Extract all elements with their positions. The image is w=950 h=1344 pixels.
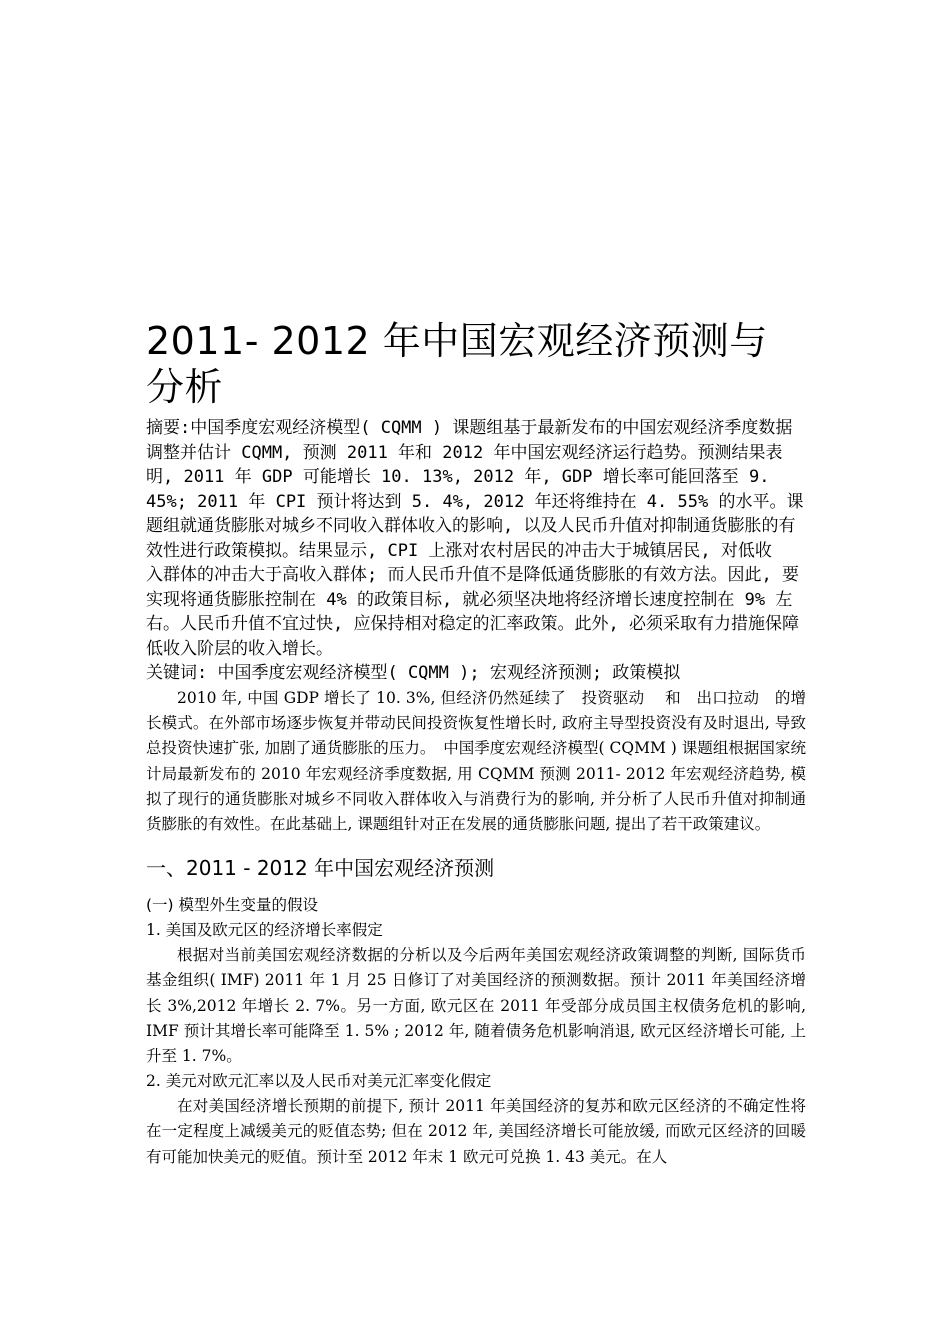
- section-heading: 一、2011 - 2012 年中国宏观经济预测: [146, 856, 495, 881]
- subsection-heading: (一) 模型外生变量的假设: [146, 896, 319, 915]
- document-title: 2011- 2012 年中国宏观经济预测与分析: [146, 319, 768, 409]
- intro-paragraph: 2010 年, 中国 GDP 增长了 10. 3%, 但经济仍然延续了 投资驱动 和 出口拉动 的增长模式。在外部市场逐步恢复并带动民间投资恢复性增长时, 政府主导型投资没有及时退出, 导致总投资快速扩张, 加剧了通货膨胀的压力。 中国季度宏观经济模型( CQMM ) 课题组根据国家统计局最新发布的 2010 年宏观经济季度数据, 用 CQMM 预测 2011- 2012 年宏观经济趋势, 模拟了现行的通货膨胀对城乡不同收入群体收入与消费行为的影响, 并分析了人民币升值对抑制通货膨胀的有效性。在此基础上, 课题组针对正在发展的通货膨胀问题, 提出了若干政策建议。: [146, 689, 806, 834]
- keywords: 关键词: 中国季度宏观经济模型( CQMM ); 宏观经济预测; 政策模拟: [146, 663, 681, 683]
- abstract-line: 入群体的冲击大于高收入群体; 而人民币升值不是降低通货膨胀的有效方法。因此, 要实现将通货膨胀控制在 4% 的政策目标, 就必须坚决地将经济增长速度控制在 9% 左右。人民币升值不宜过快, 应保持相对稳定的汇率政策。此外, 必须采取有力措施保障低收入阶层的收入增长。: [146, 565, 799, 659]
- body-paragraph: 在对美国经济增长预期的前提下, 预计 2011 年美国经济的复苏和欧元区经济的不确定性将在一定程度上减缓美元的贬值态势; 但在 2012 年, 美国经济增长可能放缓, 而欧元区经济的回暖有可能加快美元的贬值。预计至 2012 年末 1 欧元可兑换 1. 43 美元。在人: [146, 1097, 806, 1166]
- body-paragraph: 根据对当前美国宏观经济数据的分析以及今后两年美国宏观经济政策调整的判断, 国际货币基金组织( IMF) 2011 年 1 月 25 日修订了对美国经济的预测数据。预计 2011 年美国经济增长 3%,2012 年增长 2. 7%。另一方面, 欧元区在 2011 年受部分成员国主权债务危机的影响, IMF 预计其增长率可能降至 1. 5% ; 2012 年, 随着债务危机影响消退, 欧元区经济增长可能, 上升至 1. 7%。: [146, 946, 806, 1066]
- document-body: [146, 318, 806, 1170]
- abstract: [146, 416, 806, 661]
- abstract-line: 摘要:中国季度宏观经济模型( CQMM ) 课题组基于最新发布的中国宏观经济季度数据调整并估计 CQMM, 预测 2011 年和 2012 年中国宏观经济运行趋势。预测结果表明, 2011 年 GDP 可能增长 10. 13%, 2012 年, GDP 增长率可能回落至 9. 45%; 2011 年 CPI 预计将达到 5. 4%, 2012 年还将维持在 4. 55% 的水平。课题组就通货膨胀对城乡不同收入群体收入的影响, 以及人民币升值对抑制通货膨胀的有效性进行政策模拟。结果显示, CPI 上涨对农村居民的冲击大于城镇居民, 对低收: [146, 418, 804, 561]
- item-heading: 1. 美国及欧元区的经济增长率假定: [146, 921, 383, 940]
- item-heading: 2. 美元对欧元汇率以及人民币对美元汇率变化假定: [146, 1072, 492, 1091]
